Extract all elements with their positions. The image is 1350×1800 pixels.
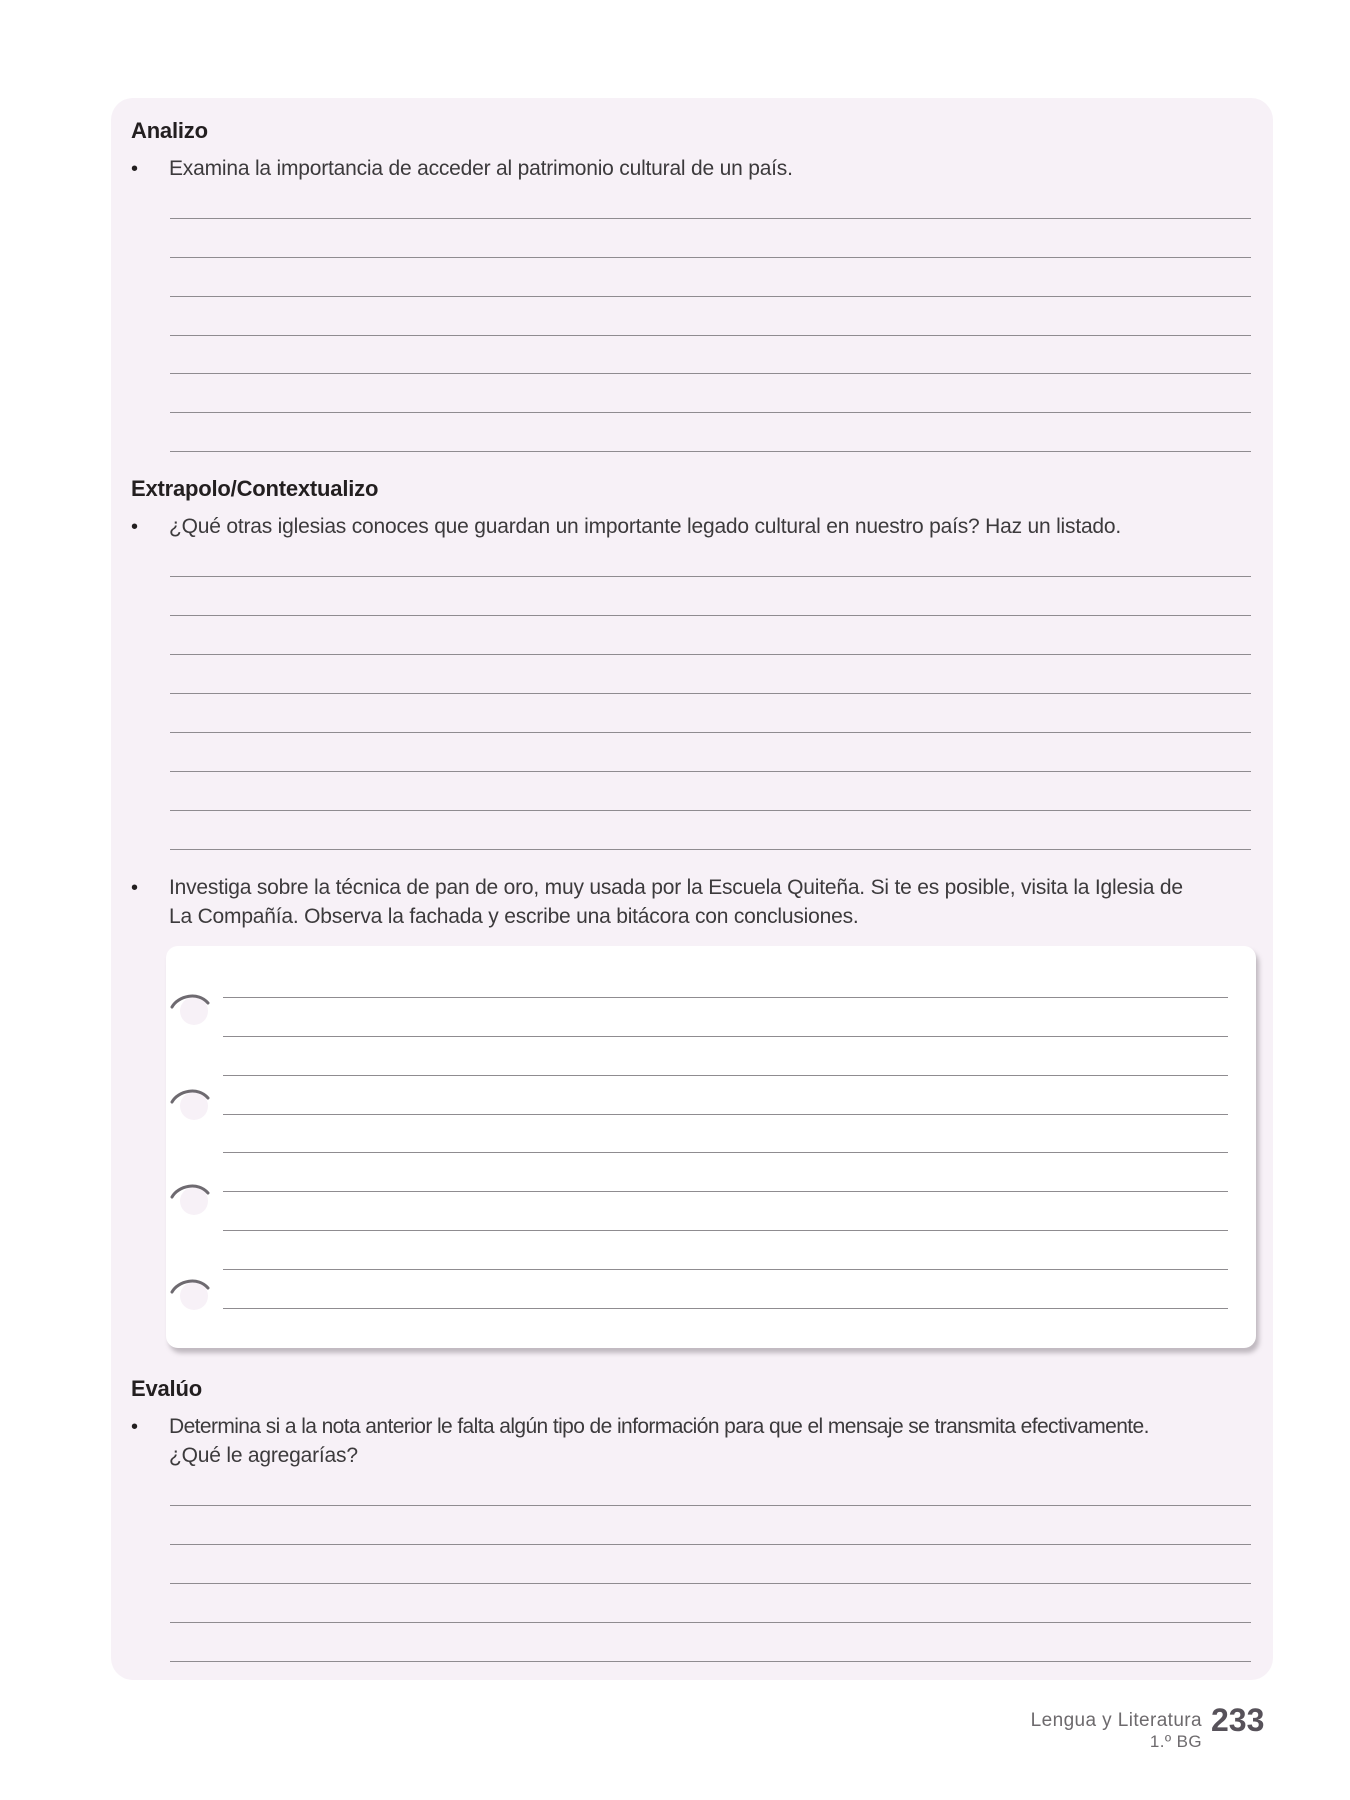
prompt-analizo: Examina la importancia de acceder al patrimonio cultural de un país. [169,157,793,180]
logbook-line-9[interactable] [223,1308,1228,1309]
logbook-line-5[interactable] [223,1152,1228,1153]
logbook-line-7[interactable] [223,1230,1228,1231]
heading-extrapolo: Extrapolo/Contextualizo [131,476,379,501]
prompt-extrapolo-1: ¿Qué otras iglesias conoces que guardan un importante legado cultural en nuestro país? Haz un listado. [169,515,1122,538]
writing-line-extrapolo-4[interactable] [170,693,1251,694]
writing-line-evaluo-4[interactable] [170,1622,1251,1623]
writing-line-analizo-1[interactable] [170,218,1251,219]
bullet-extrapolo-1: • [131,516,139,538]
bullet-extrapolo-2: • [131,877,139,899]
prompt-extrapolo-2-line-2: La Compañía. Observa la fachada y escribe una bitácora con conclusiones. [169,905,859,928]
logbook-line-8[interactable] [223,1269,1228,1270]
writing-line-analizo-4[interactable] [170,335,1251,336]
bullet-analizo: • [131,158,139,180]
writing-line-analizo-5[interactable] [170,373,1251,374]
binder-ring-icon [170,989,214,1033]
binder-ring-icon [170,1084,214,1128]
footer-level: 1.º BG [1149,1732,1202,1751]
binder-ring-icon [170,1274,214,1318]
footer-subject: Lengua y Literatura [1030,1710,1202,1731]
writing-line-evaluo-3[interactable] [170,1583,1251,1584]
writing-line-extrapolo-2[interactable] [170,615,1251,616]
logbook-card [166,946,1256,1348]
heading-evaluo: Evalúo [131,1376,202,1401]
logbook-line-6[interactable] [223,1191,1228,1192]
writing-line-analizo-6[interactable] [170,412,1251,413]
writing-line-evaluo-1[interactable] [170,1505,1251,1506]
writing-line-analizo-3[interactable] [170,296,1251,297]
writing-line-extrapolo-5[interactable] [170,732,1251,733]
bullet-evaluo: • [131,1416,139,1438]
writing-line-extrapolo-1[interactable] [170,576,1251,577]
prompt-evaluo-line-1: Determina si a la nota anterior le falta algún tipo de información para que el mensaje se transmita efectivamente. [169,1415,1149,1438]
writing-line-extrapolo-7[interactable] [170,810,1251,811]
writing-line-evaluo-2[interactable] [170,1544,1251,1545]
writing-line-evaluo-5[interactable] [170,1661,1251,1662]
logbook-line-1[interactable] [223,997,1228,998]
logbook-line-2[interactable] [223,1036,1228,1037]
prompt-evaluo-line-2: ¿Qué le agregarías? [169,1444,358,1467]
page-number: 233 [1211,1702,1265,1738]
writing-line-extrapolo-3[interactable] [170,654,1251,655]
writing-line-extrapolo-6[interactable] [170,771,1251,772]
writing-line-extrapolo-8[interactable] [170,849,1251,850]
prompt-extrapolo-2-line-1: Investiga sobre la técnica de pan de oro, muy usada por la Escuela Quiteña. Si te es posible, visita la Iglesia de [169,876,1183,899]
logbook-line-3[interactable] [223,1075,1228,1076]
writing-line-analizo-2[interactable] [170,257,1251,258]
logbook-line-4[interactable] [223,1114,1228,1115]
writing-line-analizo-7[interactable] [170,451,1251,452]
binder-ring-icon [170,1179,214,1223]
heading-analizo: Analizo [131,118,208,143]
